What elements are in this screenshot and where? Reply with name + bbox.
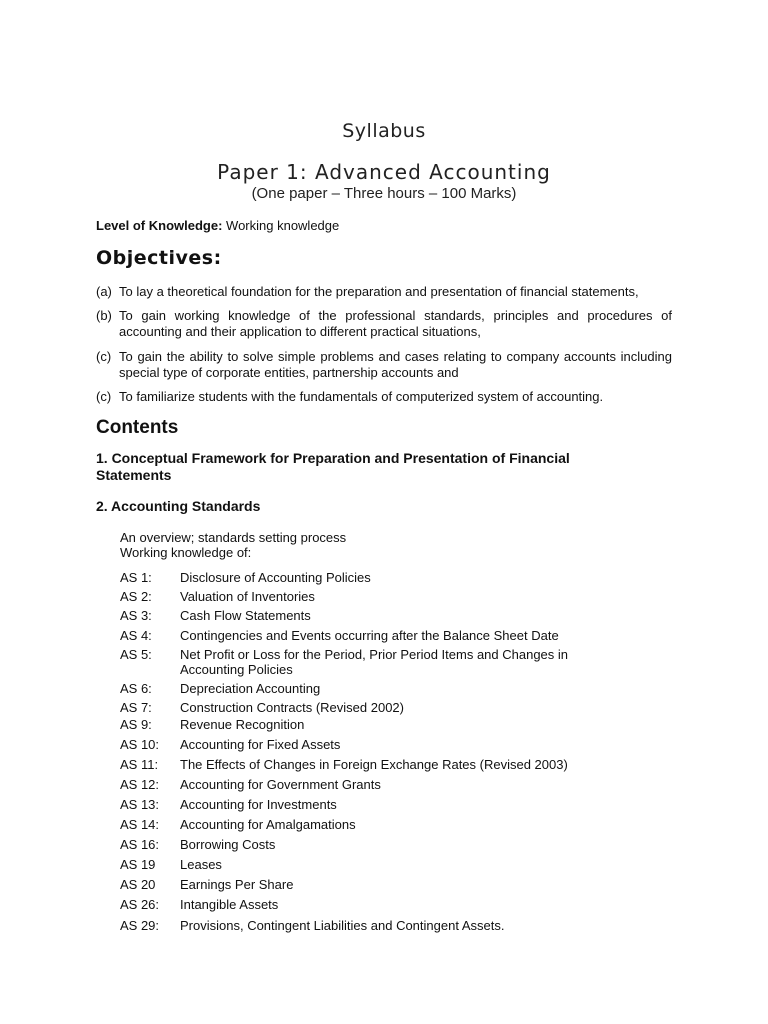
standard-code: AS 1:	[120, 570, 152, 585]
standard-desc: Borrowing Costs	[180, 837, 276, 852]
standard-code: AS 29:	[120, 918, 160, 933]
paper-subtitle: (One paper – Three hours – 100 Marks)	[251, 185, 517, 202]
standard-code: AS 14:	[120, 817, 160, 832]
standard-desc: Valuation of Inventories	[180, 589, 315, 604]
standard-desc: Intangible Assets	[180, 897, 279, 912]
standard-row	[120, 589, 680, 604]
standard-row	[120, 757, 680, 772]
standard-desc: Net Profit or Loss for the Period, Prior Period Items and Changes in Accounting Policies	[180, 647, 569, 677]
standard-desc: Cash Flow Statements	[180, 608, 311, 623]
level-label: Level of Knowledge:	[96, 218, 223, 233]
overview-text: An overview; standards setting process	[120, 530, 347, 545]
standard-code: AS 9:	[120, 717, 152, 732]
standard-row	[120, 700, 680, 715]
objective-text: To familiarize students with the fundamentals of computerized system of accounting.	[119, 389, 604, 404]
contents-heading: Contents	[96, 417, 179, 438]
level-value: Working knowledge	[226, 218, 340, 233]
standard-row	[120, 837, 680, 852]
standard-code: AS 20	[120, 877, 156, 892]
standard-row	[120, 570, 680, 585]
standard-desc: Accounting for Amalgamations	[180, 817, 356, 832]
standard-code: AS 4:	[120, 628, 152, 643]
standard-row	[120, 918, 680, 933]
standard-desc: Accounting for Investments	[180, 797, 337, 812]
objectives-heading: Objectives:	[96, 247, 222, 269]
objective-item	[96, 284, 672, 300]
objective-text: To gain working knowledge of the professional standards, principles and procedures of accounting and their application to different practical situations,	[119, 308, 672, 339]
objective-item	[96, 308, 672, 340]
objective-label: (c)	[96, 389, 112, 404]
standard-row	[120, 681, 680, 696]
standard-code: AS 6:	[120, 681, 152, 696]
standard-desc: The Effects of Changes in Foreign Exchange Rates (Revised 2003)	[180, 757, 568, 772]
standard-row	[120, 857, 680, 872]
level-of-knowledge	[96, 218, 339, 233]
objective-text: To lay a theoretical foundation for the preparation and presentation of financial statements,	[119, 284, 639, 299]
standard-desc: Disclosure of Accounting Policies	[180, 570, 371, 585]
standard-code: AS 10:	[120, 737, 160, 752]
standard-code: AS 7:	[120, 700, 152, 715]
standard-desc: Accounting for Government Grants	[180, 777, 381, 792]
paper-title: Paper 1: Advanced Accounting	[217, 160, 551, 184]
standard-code: AS 5:	[120, 647, 152, 662]
standard-code: AS 16:	[120, 837, 160, 852]
objective-label: (b)	[96, 308, 112, 323]
objective-label: (c)	[96, 349, 112, 364]
standard-row	[120, 897, 680, 912]
standard-desc: Provisions, Contingent Liabilities and Contingent Assets.	[180, 918, 505, 933]
section-heading-2: 2. Accounting Standards	[96, 498, 261, 514]
standard-desc: Earnings Per Share	[180, 877, 294, 892]
standard-desc: Contingencies and Events occurring after the Balance Sheet Date	[180, 628, 559, 643]
standard-desc: Depreciation Accounting	[180, 681, 321, 696]
standard-code: AS 11:	[120, 757, 159, 772]
objective-label: (a)	[96, 284, 112, 299]
standard-desc: Leases	[180, 857, 222, 872]
standard-code: AS 2:	[120, 589, 152, 604]
standard-code: AS 19	[120, 857, 156, 872]
standard-row	[120, 628, 680, 643]
page-title: Syllabus	[342, 120, 426, 142]
standard-row	[120, 608, 680, 623]
objective-item	[96, 389, 672, 405]
standard-desc: Construction Contracts (Revised 2002)	[180, 700, 404, 715]
standard-row	[120, 797, 680, 812]
standard-desc: Accounting for Fixed Assets	[180, 737, 341, 752]
standard-row	[120, 717, 680, 732]
standard-code: AS 26:	[120, 897, 160, 912]
standard-desc: Revenue Recognition	[180, 717, 305, 732]
objective-text: To gain the ability to solve simple problems and cases relating to company accounts including special type of corporate entities, partnership accounts and	[119, 349, 672, 380]
standard-row	[120, 817, 680, 832]
standard-code: AS 13:	[120, 797, 160, 812]
standard-code: AS 12:	[120, 777, 160, 792]
section-heading-1: 1. Conceptual Framework for Preparation and Presentation of Financial Statements	[96, 450, 570, 483]
standard-row	[120, 777, 680, 792]
objective-item	[96, 349, 672, 381]
working-knowledge-text: Working knowledge of:	[120, 545, 252, 560]
standard-row	[120, 647, 680, 677]
standard-row	[120, 737, 680, 752]
standard-code: AS 3:	[120, 608, 152, 623]
standard-row	[120, 877, 680, 892]
